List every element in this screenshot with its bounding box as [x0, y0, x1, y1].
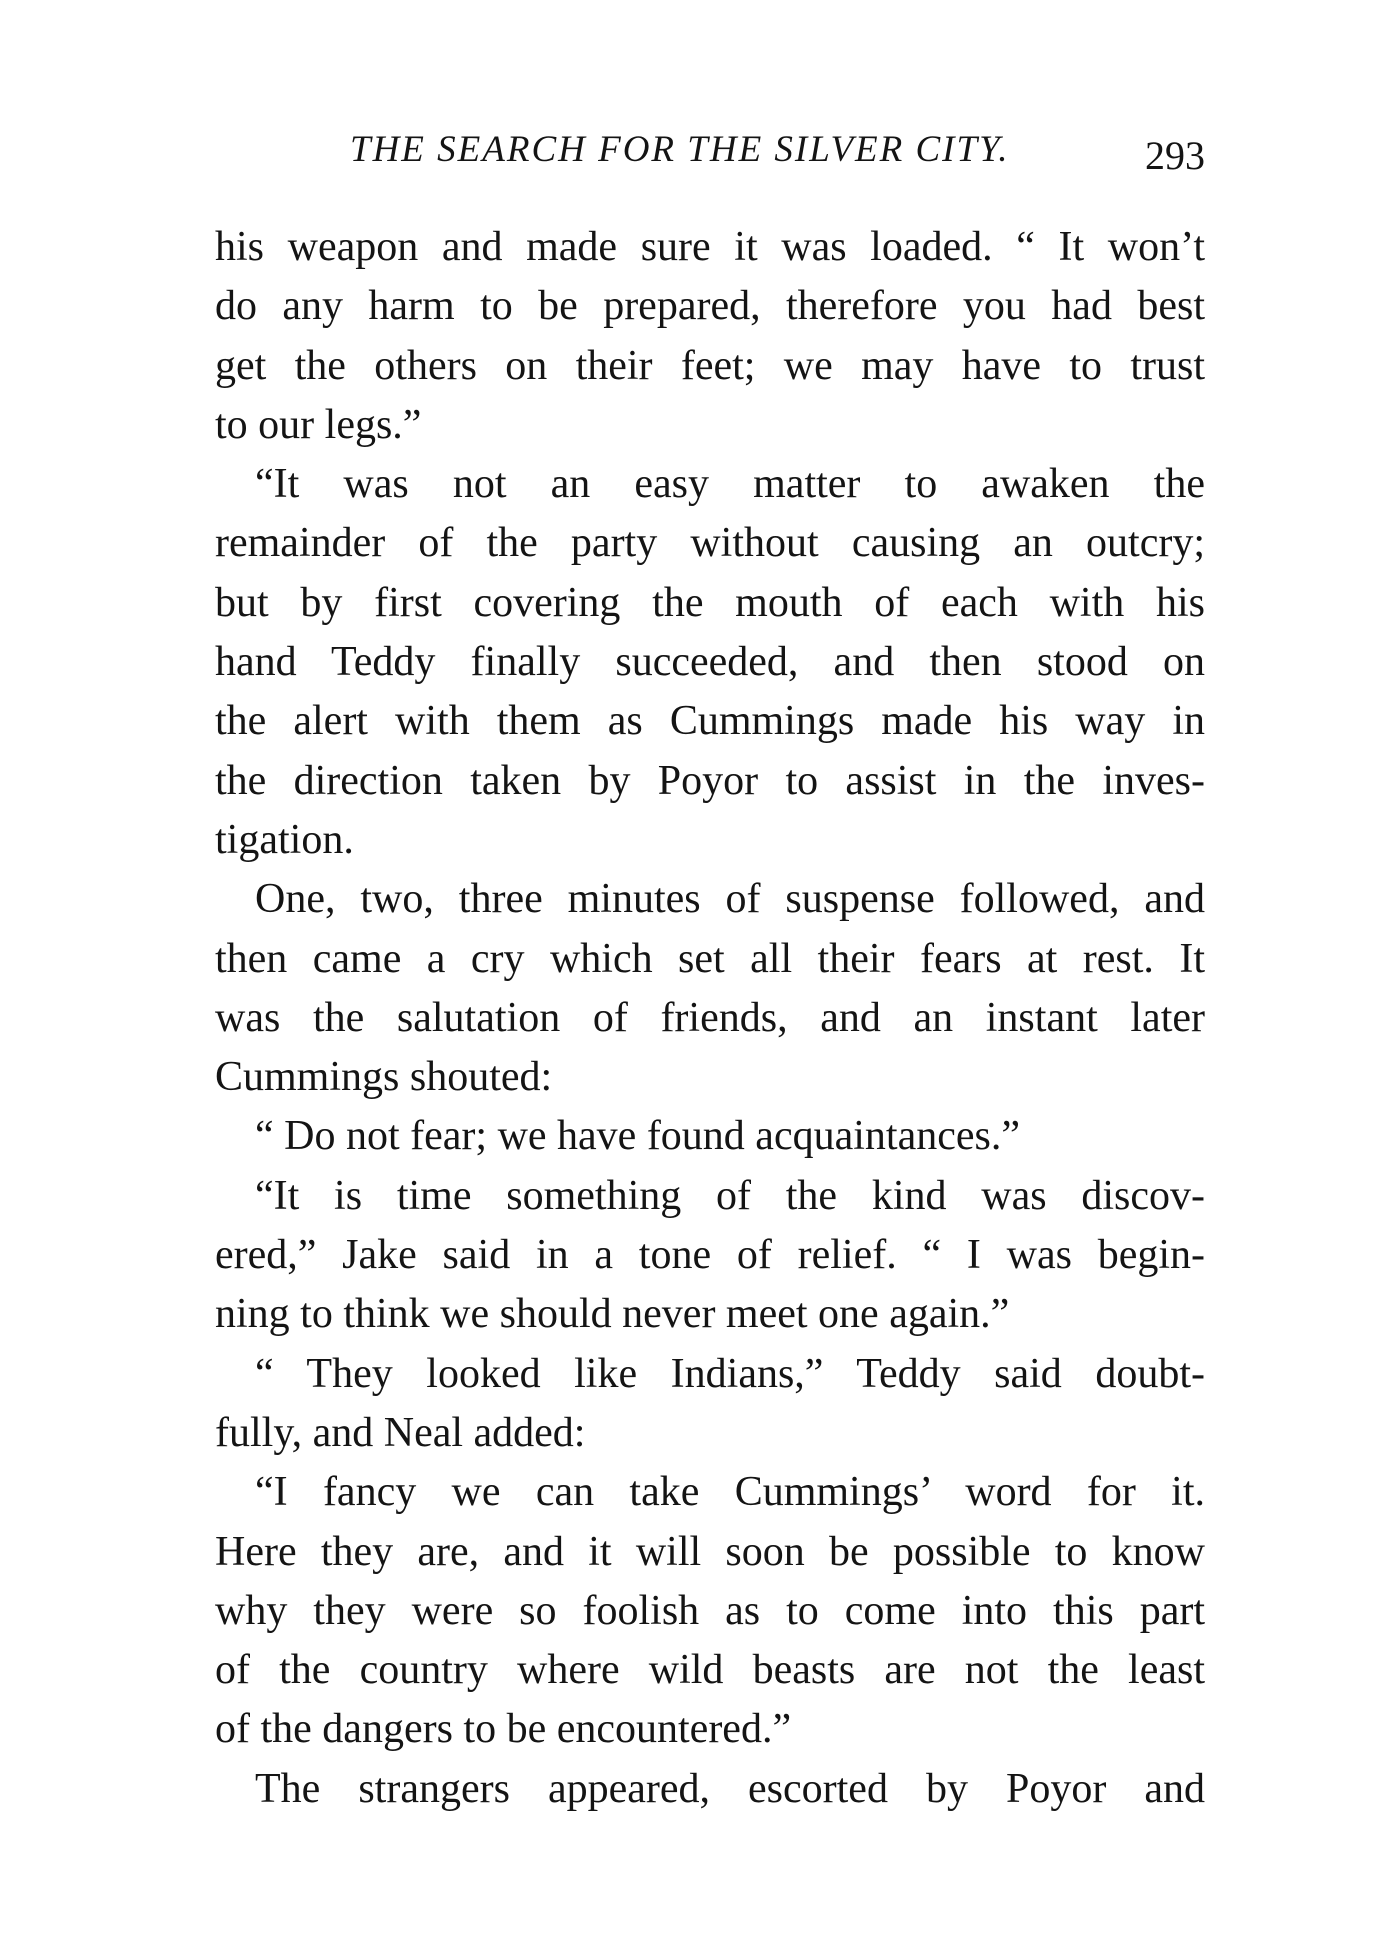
text-line: the direction taken by Poyor to assist in the inves-	[215, 757, 1205, 804]
page-number: 293	[1145, 133, 1205, 178]
text-line: but by first covering the mouth of each with his	[215, 579, 1205, 626]
text-line: get the others on their feet; we may have to trust	[215, 342, 1205, 389]
text-line: “I fancy we can take Cummings’ word for it.	[255, 1469, 1205, 1516]
text-line: to our legs.”	[215, 401, 422, 448]
text-line: remainder of the party without causing an outcry;	[215, 520, 1205, 567]
text-line: hand Teddy finally succeeded, and then stood on	[215, 639, 1205, 686]
text-line: why they were so foolish as to come into this part	[215, 1587, 1205, 1634]
running-title: THE SEARCH FOR THE SILVER CITY.	[350, 129, 1010, 170]
text-line: The strangers appeared, escorted by Poyor and	[255, 1765, 1205, 1812]
text-line: his weapon and made sure it was loaded. “ It won’t	[215, 224, 1205, 270]
text-line: of the dangers to be encountered.”	[215, 1706, 792, 1753]
text-line: “It was not an easy matter to awaken the	[255, 461, 1205, 508]
text-line: “ Do not fear; we have found acquaintances.”	[255, 1113, 1020, 1160]
text-line: Cummings shouted:	[215, 1054, 553, 1101]
text-line: “ They looked like Indians,” Teddy said doubt-	[255, 1350, 1205, 1397]
text-line: One, two, three minutes of suspense followed, and	[255, 876, 1205, 923]
text-line: do any harm to be prepared, therefore you had best	[215, 283, 1205, 330]
text-line: “It is time something of the kind was discov-	[255, 1172, 1205, 1219]
text-line: was the salutation of friends, and an instant later	[215, 994, 1205, 1041]
text-line: Here they are, and it will soon be possible to know	[215, 1528, 1205, 1575]
body-text	[215, 218, 1205, 1819]
text-line: of the country where wild beasts are not the least	[215, 1647, 1205, 1694]
text-line: fully, and Neal added:	[215, 1409, 586, 1456]
text-line: then came a cry which set all their fears at rest. It	[215, 935, 1205, 982]
text-line: ered,” Jake said in a tone of relief. “ I was begin-	[215, 1232, 1205, 1279]
text-line: the alert with them as Cummings made his way in	[215, 698, 1205, 745]
text-line: tigation.	[215, 816, 354, 863]
page-header	[215, 120, 1205, 180]
text-line: ning to think we should never meet one again.”	[215, 1291, 1010, 1338]
